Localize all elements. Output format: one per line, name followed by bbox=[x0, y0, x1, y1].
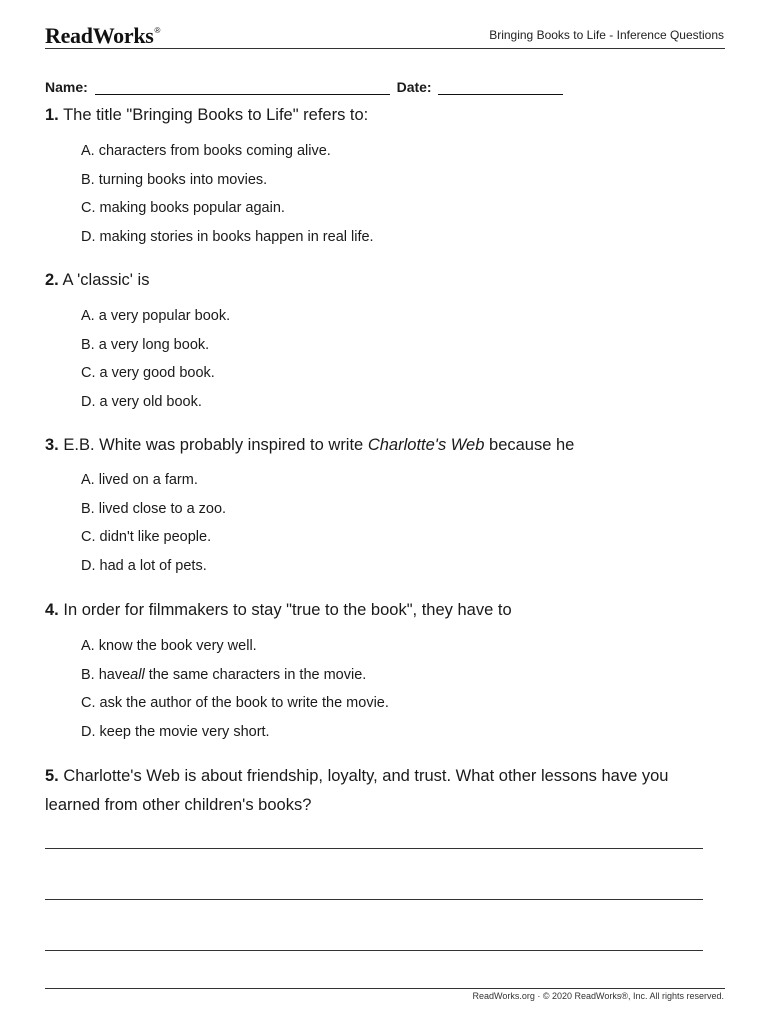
date-field[interactable] bbox=[438, 80, 563, 95]
choice-4a[interactable]: A. know the book very well. bbox=[81, 638, 257, 654]
choice-text: B. have bbox=[81, 666, 131, 683]
question-3 bbox=[45, 431, 574, 460]
question-4 bbox=[45, 596, 512, 625]
question-3-choices bbox=[81, 466, 226, 581]
choice-1b[interactable]: B. turning books into movies. bbox=[81, 171, 268, 188]
choice-1a[interactable]: A. characters from books coming alive. bbox=[81, 143, 331, 159]
choice-emphasis: all bbox=[130, 666, 145, 683]
choice-3a[interactable]: A. lived on a farm. bbox=[81, 472, 198, 488]
answer-line-1[interactable] bbox=[45, 848, 703, 849]
date-label: Date: bbox=[396, 79, 432, 95]
footer-divider bbox=[45, 988, 725, 989]
name-label: Name: bbox=[45, 79, 88, 95]
question-number: 2. bbox=[45, 271, 59, 289]
choice-4c[interactable]: C. ask the author of the book to write the movie. bbox=[81, 695, 389, 712]
question-1-choices bbox=[81, 137, 374, 252]
question-text: In order for filmmakers to stay "true to the book", they have to bbox=[63, 601, 512, 619]
choice-2a[interactable]: A. a very popular book. bbox=[81, 308, 231, 324]
choice-3d[interactable]: D. had a lot of pets. bbox=[81, 558, 207, 575]
choice-2c[interactable]: C. a very good book. bbox=[81, 365, 215, 382]
header-divider bbox=[45, 48, 725, 49]
worksheet-title: Bringing Books to Life - Inference Questions bbox=[489, 28, 724, 42]
choice-2d[interactable]: D. a very old book. bbox=[81, 394, 202, 411]
question-text: Charlotte's Web is about friendship, loyalty, and trust. What other lessons have you learned from other children's books? bbox=[45, 767, 669, 814]
answer-line-3[interactable] bbox=[45, 950, 703, 951]
question-text-end: because he bbox=[489, 436, 575, 454]
choice-1c[interactable]: C. making books popular again. bbox=[81, 200, 285, 217]
registered-mark: ® bbox=[154, 26, 161, 35]
question-2-choices bbox=[81, 302, 230, 417]
question-number: 4. bbox=[45, 601, 59, 619]
question-text: A 'classic' is bbox=[62, 271, 150, 289]
choice-3c[interactable]: C. didn't like people. bbox=[81, 529, 212, 546]
choice-3b[interactable]: B. lived close to a zoo. bbox=[81, 500, 227, 517]
choice-4b[interactable] bbox=[81, 661, 389, 690]
choice-2b[interactable]: B. a very long book. bbox=[81, 336, 210, 353]
copyright-footer: ReadWorks.org · © 2020 ReadWorks®, Inc. All rights reserved. bbox=[472, 991, 724, 1001]
choice-4d[interactable]: D. keep the movie very short. bbox=[81, 724, 270, 741]
question-number: 3. bbox=[45, 436, 59, 454]
choice-1d[interactable]: D. making stories in books happen in real life. bbox=[81, 229, 374, 246]
question-5 bbox=[45, 762, 725, 820]
question-1 bbox=[45, 101, 368, 130]
question-4-choices bbox=[81, 632, 389, 747]
question-text: The title "Bringing Books to Life" refers to: bbox=[63, 106, 369, 124]
choice-text-end: the same characters in the movie. bbox=[144, 666, 367, 683]
question-number: 1. bbox=[45, 106, 59, 124]
name-date-row bbox=[45, 79, 563, 95]
readworks-logo bbox=[45, 23, 160, 49]
logo-text: ReadWorks bbox=[45, 23, 154, 48]
answer-line-2[interactable] bbox=[45, 899, 703, 900]
question-2 bbox=[45, 266, 149, 295]
name-field[interactable] bbox=[95, 80, 390, 95]
book-title: Charlotte's Web bbox=[367, 436, 485, 454]
question-number: 5. bbox=[45, 767, 59, 785]
question-text: E.B. White was probably inspired to write bbox=[63, 436, 364, 454]
